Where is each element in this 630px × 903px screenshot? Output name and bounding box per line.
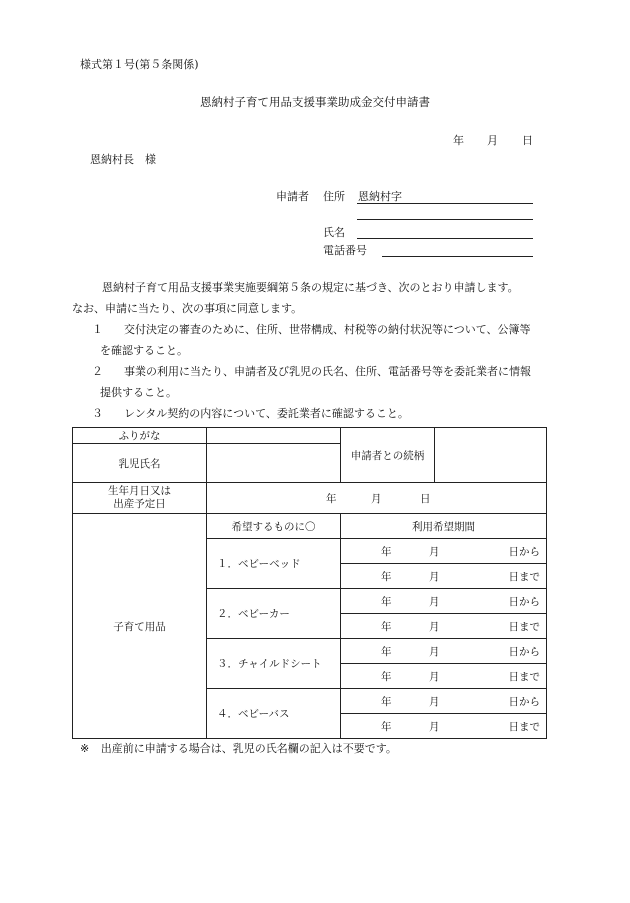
period-year: 年 bbox=[381, 696, 392, 708]
consent-text: 交付決定の審査のために、住所、世帯構成、村税等の納付状況等について、公簿等 bbox=[124, 323, 531, 336]
period-month: 月 bbox=[429, 621, 440, 633]
period-year: 年 bbox=[381, 621, 392, 633]
period-month: 月 bbox=[429, 721, 440, 733]
dob-label-line2: 出産予定日 bbox=[113, 498, 166, 510]
period-from-suffix: 日から bbox=[508, 596, 540, 608]
period-to[interactable] bbox=[341, 714, 547, 739]
infant-name-input[interactable] bbox=[207, 444, 341, 483]
period-month: 月 bbox=[429, 696, 440, 708]
phone-label: 電話番号 bbox=[323, 244, 367, 257]
dob-input[interactable] bbox=[207, 483, 547, 514]
infant-name-label: 乳児氏名 bbox=[73, 444, 207, 483]
relation-input[interactable] bbox=[435, 428, 547, 483]
furigana-input[interactable] bbox=[207, 428, 341, 444]
consent-text-cont: 提供すること。 bbox=[100, 386, 177, 399]
form-number: 様式第１号(第５条関係) bbox=[80, 58, 199, 71]
consent-item-2 bbox=[80, 361, 550, 382]
footnote bbox=[80, 740, 397, 756]
consent-text: レンタル契約の内容について、委託業者に確認すること。 bbox=[124, 407, 409, 420]
footnote-mark: ※ bbox=[80, 742, 90, 755]
period-from[interactable] bbox=[341, 689, 547, 714]
period-to-suffix: 日まで bbox=[508, 671, 540, 683]
date-day-label: 日 bbox=[522, 134, 533, 147]
application-table bbox=[72, 427, 547, 739]
consent-num: １ bbox=[92, 323, 103, 336]
consent-text-cont: を確認すること。 bbox=[100, 344, 188, 357]
period-month: 月 bbox=[429, 646, 440, 658]
addressee: 恩納村長 様 bbox=[90, 153, 156, 166]
period-year: 年 bbox=[381, 646, 392, 658]
dob-label-line1: 生年月日又は bbox=[108, 485, 171, 497]
period-from[interactable] bbox=[341, 539, 547, 564]
period-header: 利用希望期間 bbox=[341, 514, 547, 539]
period-from[interactable] bbox=[341, 589, 547, 614]
address-value[interactable]: 恩納村字 bbox=[358, 190, 402, 203]
phone-underline[interactable] bbox=[382, 256, 533, 257]
date-month-label: 月 bbox=[487, 134, 498, 147]
period-month: 月 bbox=[429, 596, 440, 608]
period-to-suffix: 日まで bbox=[508, 571, 540, 583]
period-month: 月 bbox=[429, 546, 440, 558]
want-header: 希望するものに〇 bbox=[207, 514, 341, 539]
item-baby-bed[interactable]: １．ベビーベッド bbox=[207, 539, 341, 589]
period-to[interactable] bbox=[341, 614, 547, 639]
relation-label: 申請者との続柄 bbox=[341, 428, 435, 483]
period-from-suffix: 日から bbox=[508, 546, 540, 558]
date-year-label: 年 bbox=[453, 134, 464, 147]
period-to[interactable] bbox=[341, 664, 547, 689]
item-child-seat[interactable]: ３．チャイルドシート bbox=[207, 639, 341, 689]
period-from-suffix: 日から bbox=[508, 696, 540, 708]
furigana-label: ふりがな bbox=[73, 428, 207, 444]
name-label: 氏名 bbox=[323, 226, 345, 239]
period-to-suffix: 日まで bbox=[508, 721, 540, 733]
address-label: 住所 bbox=[323, 190, 345, 203]
dob-label bbox=[73, 483, 207, 514]
period-year: 年 bbox=[381, 596, 392, 608]
footnote-text: 出産前に申請する場合は、乳児の氏名欄の記入は不要です。 bbox=[100, 742, 397, 755]
intro-line-1: 恩納村子育て用品支援事業実施要綱第５条の規定に基づき、次のとおり申請します。 bbox=[102, 281, 519, 294]
name-underline[interactable] bbox=[357, 238, 533, 239]
period-to-suffix: 日まで bbox=[508, 621, 540, 633]
applicant-label: 申請者 bbox=[276, 190, 309, 203]
dob-year: 年 bbox=[326, 493, 337, 505]
period-month: 月 bbox=[429, 571, 440, 583]
intro-line-2: なお、申請に当たり、次の事項に同意します。 bbox=[72, 302, 303, 315]
consent-section bbox=[72, 277, 550, 424]
dob-month: 月 bbox=[371, 493, 382, 505]
item-baby-bath[interactable]: ４．ベビーバス bbox=[207, 689, 341, 739]
period-from[interactable] bbox=[341, 639, 547, 664]
period-year: 年 bbox=[381, 546, 392, 558]
item-stroller[interactable]: ２．ベビーカー bbox=[207, 589, 341, 639]
goods-label: 子育て用品 bbox=[73, 514, 207, 739]
address-underline-1 bbox=[357, 203, 533, 204]
period-to[interactable] bbox=[341, 564, 547, 589]
consent-num: ２ bbox=[92, 365, 103, 378]
period-month: 月 bbox=[429, 671, 440, 683]
period-from-suffix: 日から bbox=[508, 646, 540, 658]
consent-item-3 bbox=[80, 403, 550, 424]
dob-day: 日 bbox=[420, 493, 431, 505]
period-year: 年 bbox=[381, 571, 392, 583]
page-title: 恩納村子育て用品支援事業助成金交付申請書 bbox=[200, 95, 430, 109]
consent-num: ３ bbox=[92, 407, 103, 420]
consent-item-1 bbox=[80, 319, 550, 340]
period-year: 年 bbox=[381, 671, 392, 683]
period-year: 年 bbox=[381, 721, 392, 733]
address-underline-2 bbox=[357, 219, 533, 220]
consent-text: 事業の利用に当たり、申請者及び乳児の氏名、住所、電話番号等を委託業者に情報 bbox=[124, 365, 531, 378]
